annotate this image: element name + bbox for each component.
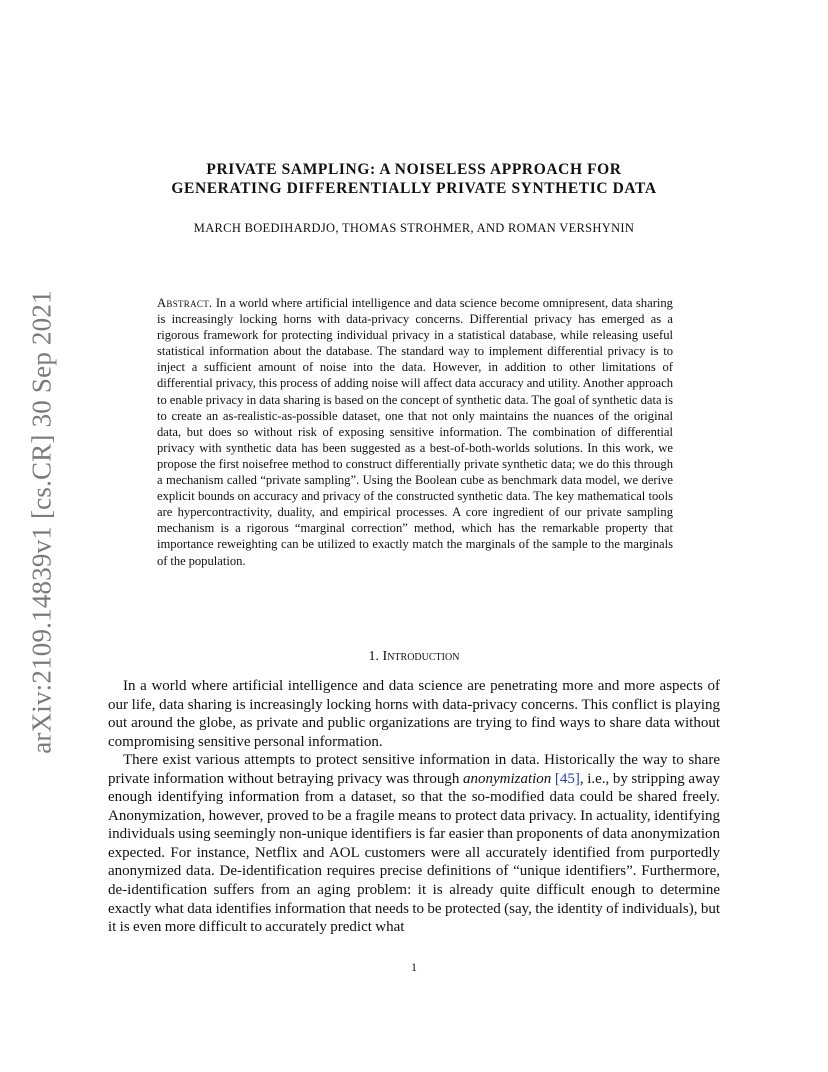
paragraph-text: There exist various attempts to protect sensitive information in data. Historically the way to share private information without betraying privacy was through	[108, 752, 720, 787]
paragraph	[108, 751, 720, 936]
abstract	[157, 295, 673, 569]
paper-title	[108, 160, 720, 198]
section-heading	[108, 649, 720, 665]
abstract-label: Abstract.	[157, 296, 213, 310]
paragraph-text: , i.e., by stripping away enough identifying information from a dataset, so that the so-modified data could be shared freely. Anonymization, however, proved to be a fragile means to protect data privacy. In actuality, identifying individuals using seemingly non-unique identifiers is far easier than proponents of data anonymization expected. For instance, Netflix and AOL customers were all accurately identified from purportedly anonymized data. De-identification requires precise definitions of “unique identifiers”. Furthermore, de-identification suffers from an aging problem: it is already quite difficult enough to determine exactly what data identifies information that needs to be protected (say, the identity of individuals), but it is even more difficult to accurately predict what	[108, 770, 720, 936]
author-list: MARCH BOEDIHARDJO, THOMAS STROHMER, AND ROMAN VERSHYNIN	[193, 221, 635, 235]
paper-title-line-1: PRIVATE SAMPLING: A NOISELESS APPROACH FOR	[206, 161, 622, 178]
emphasized-term: anonymization	[462, 770, 552, 787]
paragraph: In a world where artificial intelligence and data science are penetrating more and more aspects of our life, data sharing is increasingly locking horns with data-privacy concerns. This conflict is playing out around the globe, as private and public organizations are trying to find ways to share data without compromising sensitive personal information.	[108, 678, 720, 750]
page-number: 1	[411, 960, 417, 974]
abstract-text: In a world where artificial intelligence and data science become omnipresent, data sharing is increasingly locking horns with data-privacy concerns. Differential privacy has emerged as a rigorous framework for protecting individual privacy in a statistical database, while releasing useful statistical information about the database. The standard way to implement differential privacy is to inject a sufficient amount of noise into the data. However, in addition to other limitations of differential privacy, this process of adding noise will affect data accuracy and utility. Another approach to enable privacy in data sharing is based on the concept of synthetic data. The goal of synthetic data is to create an as-realistic-as-possible dataset, one that not only maintains the nuances of the original data, but does so without risk of exposing sensitive information. The combination of differential privacy with synthetic data has been suggested as a best-of-both-worlds solutions. In this work, we propose the first noisefree method to construct differentially private synthetic data; we do this through a mechanism called “private sampling”. Using the Boolean cube as benchmark data model, we derive explicit bounds on accuracy and privacy of the constructed synthetic data. The key mathematical tools are hypercontractivity, duality, and empirical processes. A core ingredient of our private sampling mechanism is a rigorous “marginal correction” method, which has the remarkable property that importance reweighting can be utilized to exactly match the marginals of the sample to the marginals of the population.	[157, 296, 673, 568]
arxiv-identifier-stamp	[20, 280, 64, 764]
citation-link[interactable]: [45]	[554, 770, 580, 787]
body-text	[108, 677, 720, 937]
arxiv-identifier-text: arXiv:2109.14839v1 [cs.CR] 30 Sep 2021	[26, 290, 57, 754]
section-number: 1.	[368, 649, 380, 664]
section-title: Introduction	[382, 649, 460, 664]
paper-title-line-2: GENERATING DIFFERENTIALLY PRIVATE SYNTHETIC DATA	[171, 180, 657, 197]
